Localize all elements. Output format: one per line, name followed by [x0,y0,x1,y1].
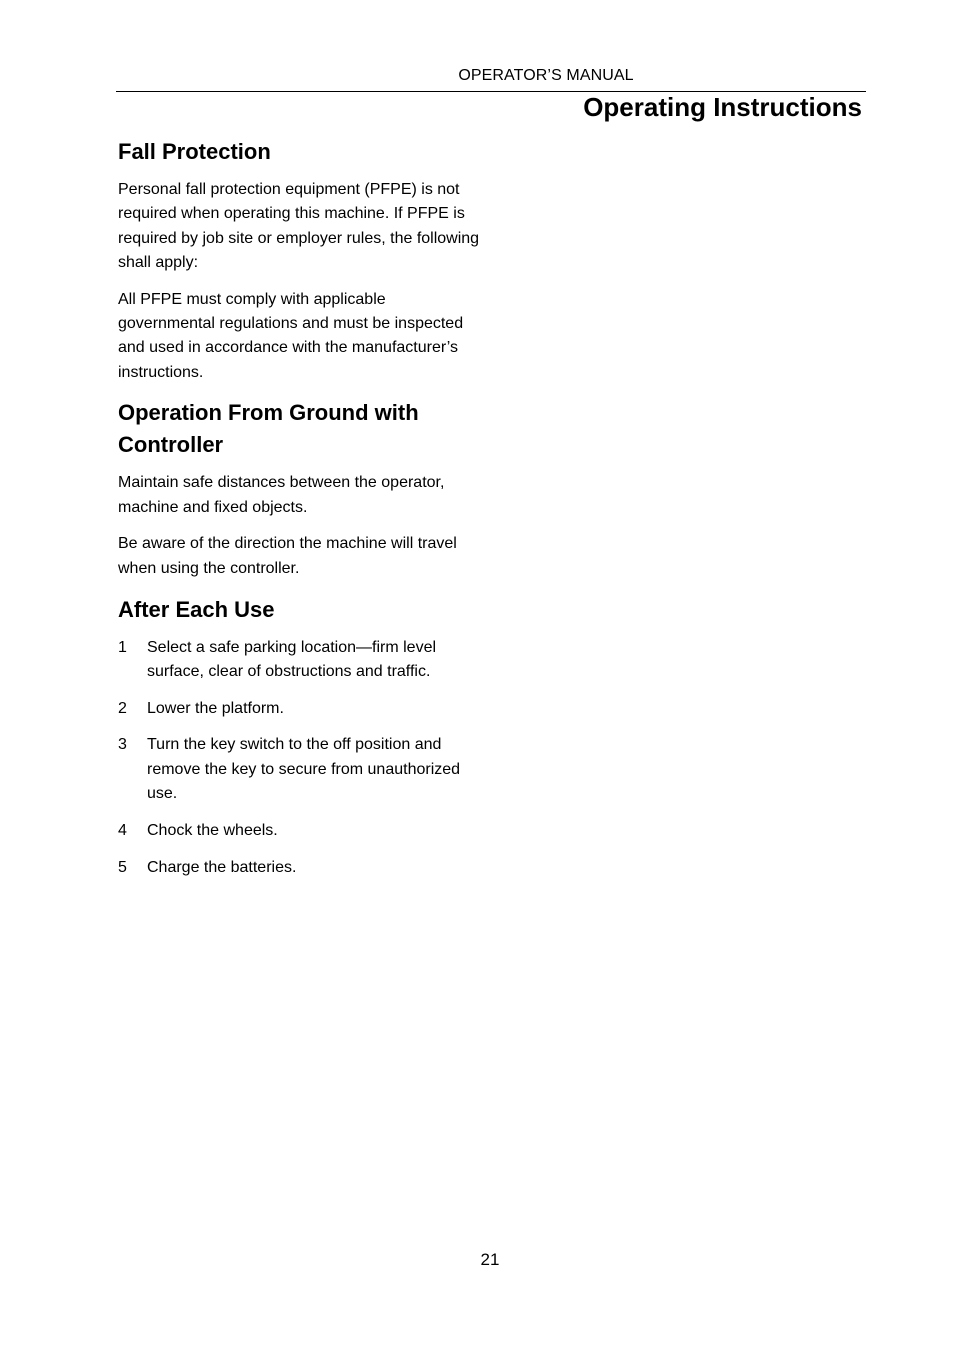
step-number: 1 [118,638,127,656]
heading-after-each-use: After Each Use [118,596,275,622]
heading-operation-from-ground: Operation From Ground with Controller [118,400,419,458]
step-text: Charge the batteries. [147,858,297,876]
paragraph: Be aware of the direction the machine will travel when using the controller. [118,535,457,577]
page-number: 21 [480,1250,500,1269]
list-item [118,856,480,880]
steps-list [118,636,480,880]
step-number: 4 [118,821,127,839]
heading-fall-protection: Fall Protection [118,139,271,164]
list-item [118,733,480,806]
step-number: 5 [118,858,127,876]
list-item [118,697,480,721]
running-header: OPERATOR’S MANUAL [458,67,634,84]
list-item [118,819,480,843]
main-content [118,136,480,892]
step-text: Select a safe parking location—firm level surface, clear of obstructions and traffic. [147,638,437,680]
paragraph: All PFPE must comply with applicable governmental regulations and must be inspected and used in accordance with the manufacturer’s instructions. [118,290,464,381]
step-text: Lower the platform. [147,699,284,717]
list-item [118,636,480,685]
paragraph: Maintain safe distances between the operator, machine and fixed objects. [118,474,445,516]
step-number: 3 [118,736,127,754]
step-number: 2 [118,699,127,717]
step-text: Turn the key switch to the off position and remove the key to secure from unauthorized use. [147,736,461,803]
page-title: Operating Instructions [583,92,862,122]
paragraph: Personal fall protection equipment (PFPE) is not required when operating this machine. If PFPE is required by job site or employer rules, the following shall apply: [118,181,480,271]
step-text: Chock the wheels. [147,821,278,839]
